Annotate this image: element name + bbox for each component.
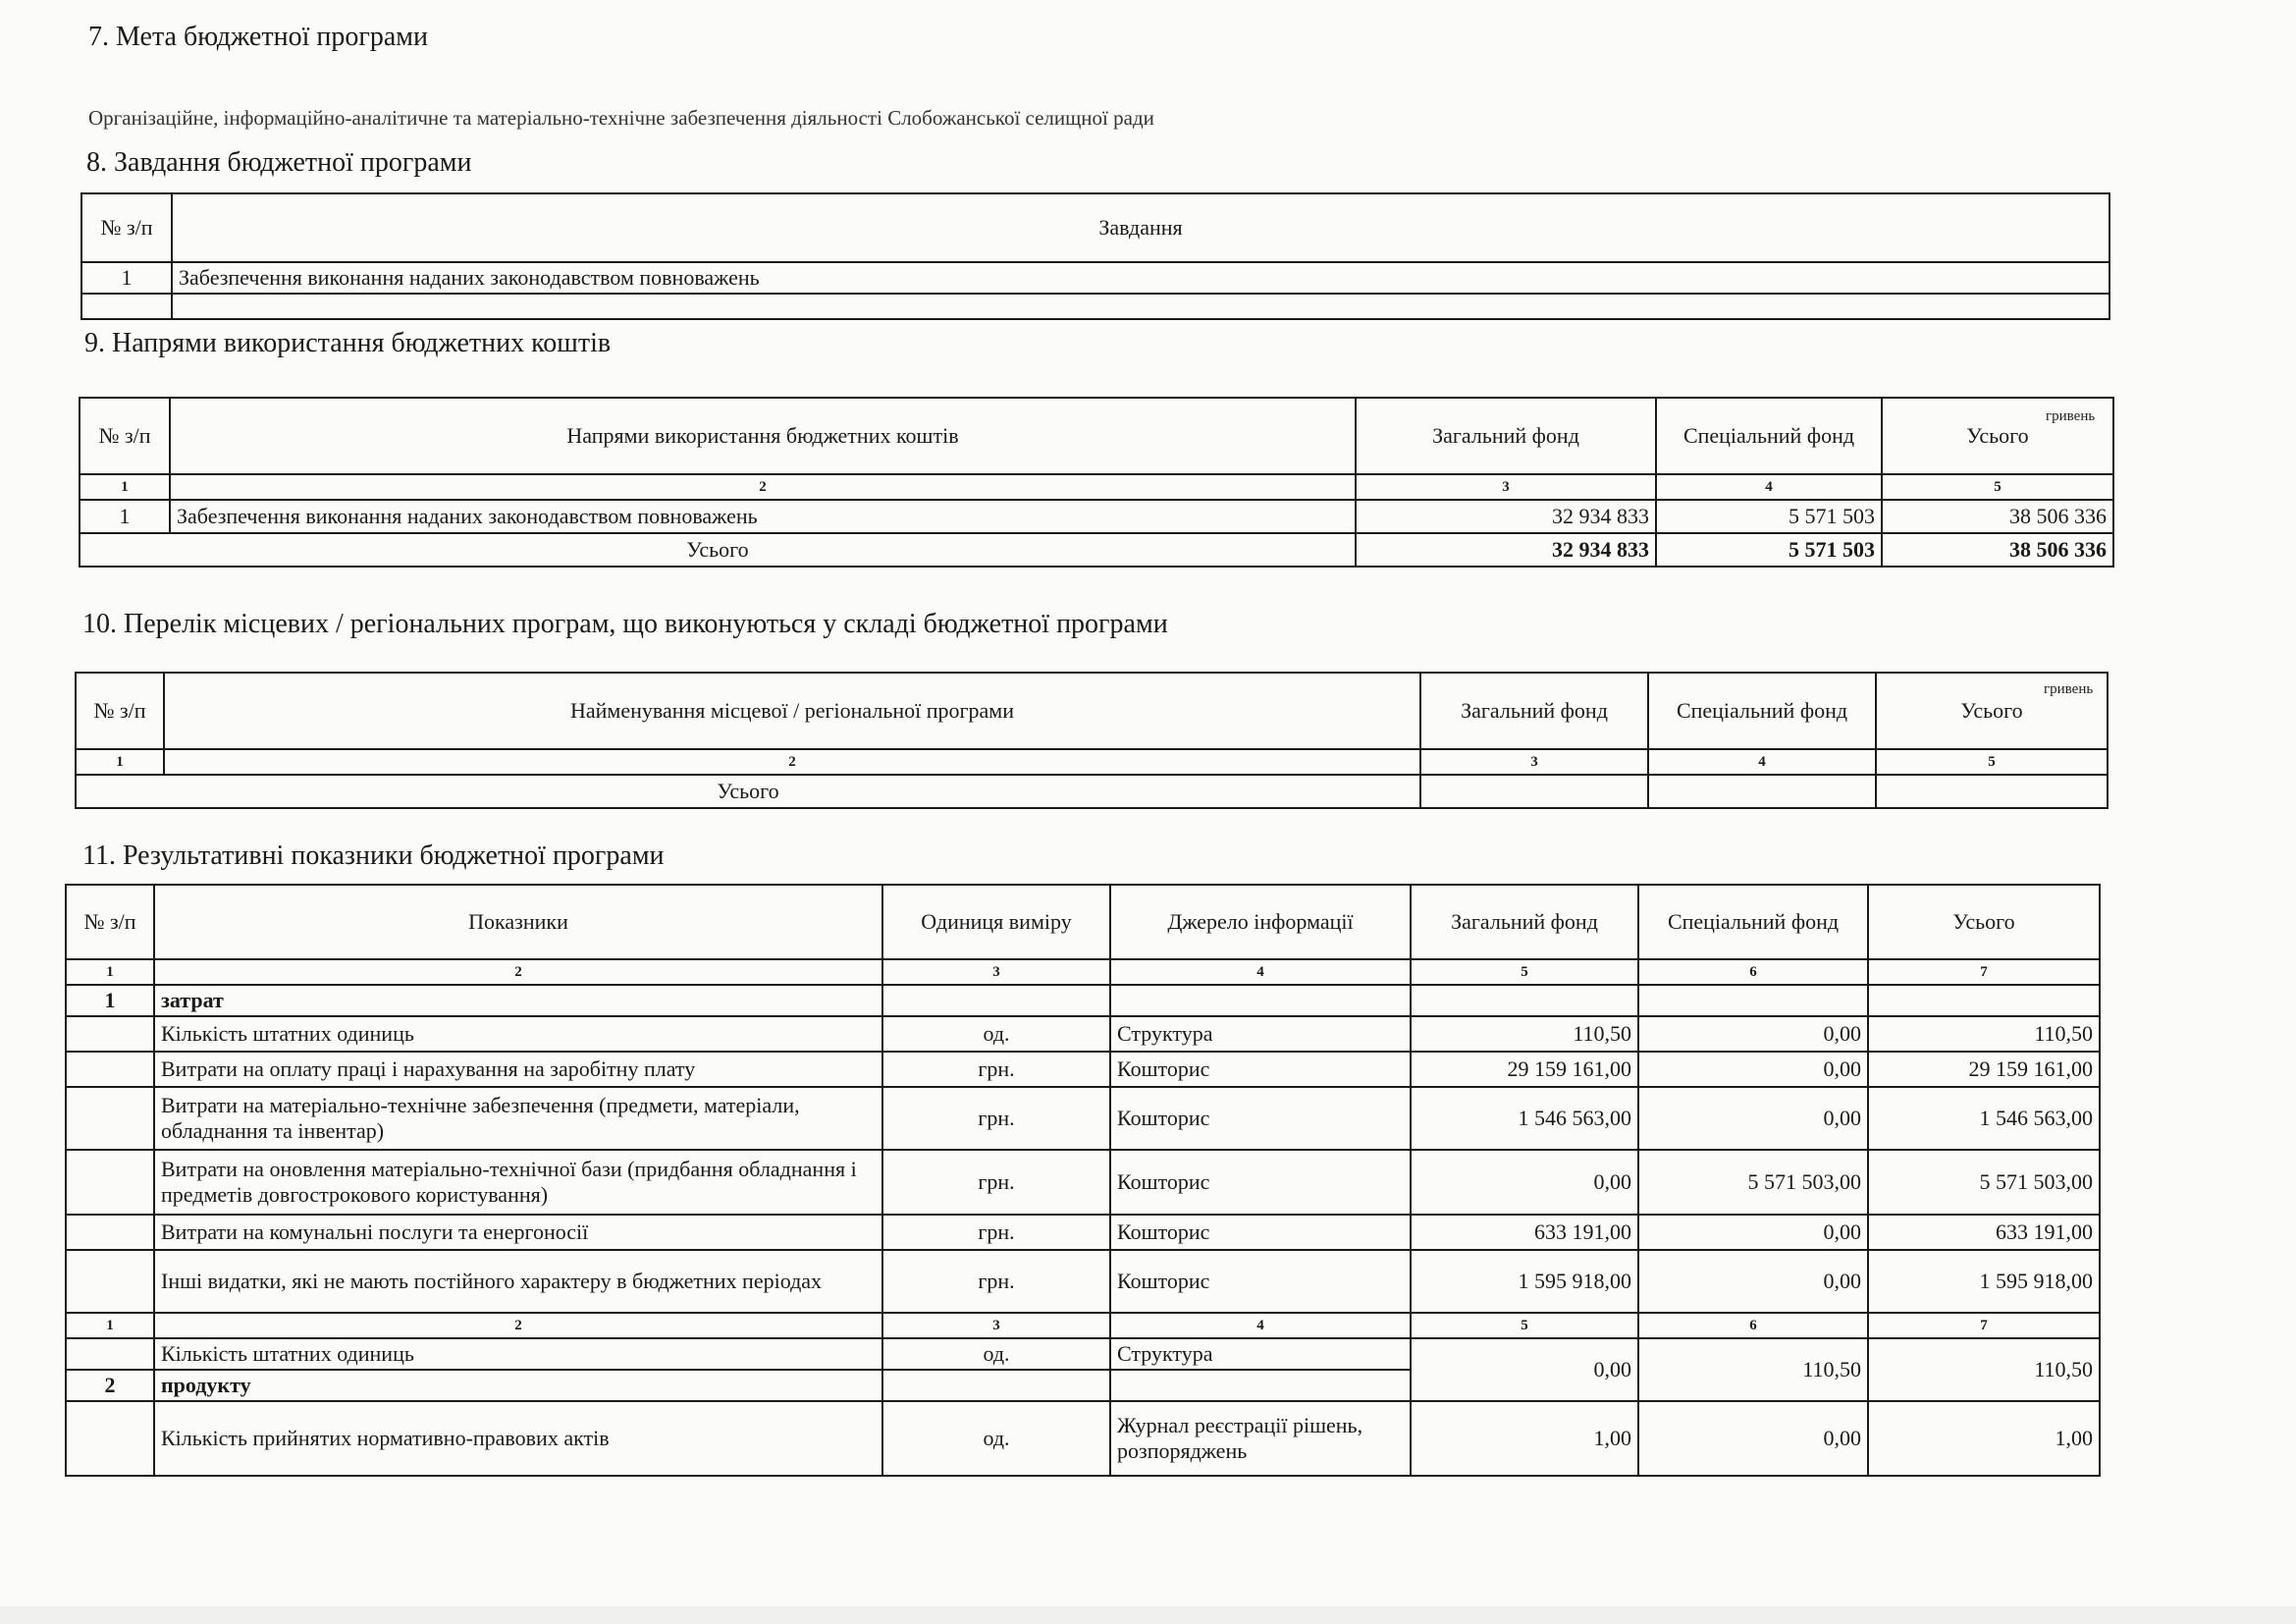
table-row	[66, 1052, 2100, 1087]
indicators-header-unit: Одиниця виміру	[882, 885, 1110, 959]
directions-total-label: Усього	[80, 533, 1356, 567]
indicators-header-special-fund: Спеціальний фонд	[1638, 885, 1868, 959]
indicator-general-fund: 633 191,00	[1411, 1215, 1638, 1250]
index-cell: 2	[154, 959, 882, 985]
index-cell: 5	[1411, 959, 1638, 985]
indicator-general-fund: 0,00	[1411, 1338, 1638, 1401]
indicator-total: 1 546 563,00	[1868, 1087, 2100, 1150]
section-8-title: 8. Завдання бюджетної програми	[86, 147, 472, 178]
indicator-source: Кошторис	[1110, 1250, 1411, 1313]
indicator-name: Витрати на оновлення матеріально-технічної бази (придбання обладнання і предметів довгострокового користування)	[154, 1150, 882, 1215]
index-cell: 4	[1648, 749, 1876, 775]
index-cell: 7	[1868, 1313, 2100, 1338]
index-cell: 6	[1638, 959, 1868, 985]
index-cell: 1	[66, 959, 154, 985]
table-row	[81, 262, 2109, 294]
index-cell: 7	[1868, 959, 2100, 985]
directions-cell-special-fund: 5 571 503	[1656, 500, 1882, 533]
indicators-header-total: Усього	[1868, 885, 2100, 959]
indicator-special-fund: 0,00	[1638, 1401, 1868, 1476]
index-cell: 1	[66, 1313, 154, 1338]
indicator-unit: грн.	[882, 1215, 1110, 1250]
group-label: продукту	[154, 1370, 882, 1401]
group-num: 2	[66, 1370, 154, 1401]
indicator-special-fund: 5 571 503,00	[1638, 1150, 1868, 1215]
programs-total-row	[76, 775, 2108, 808]
indicators-header-num: № з/п	[66, 885, 154, 959]
indicator-source: Структура	[1110, 1016, 1411, 1052]
directions-table	[79, 397, 2114, 568]
index-cell: 5	[1411, 1313, 1638, 1338]
indicator-general-fund: 29 159 161,00	[1411, 1052, 1638, 1087]
indicator-source: Кошторис	[1110, 1087, 1411, 1150]
index-cell: 1	[80, 474, 170, 500]
directions-header-general-fund: Загальний фонд	[1356, 398, 1656, 474]
scan-bottom-edge	[0, 1606, 2296, 1624]
group-label: затрат	[154, 985, 882, 1016]
directions-total-general-fund: 32 934 833	[1356, 533, 1656, 567]
indicator-name: Кількість прийнятих нормативно-правових актів	[154, 1401, 882, 1476]
section-7-goal-text: Організаційне, інформаційно-аналітичне та матеріально-технічне забезпечення діяльності Слобожанської селищної ради	[88, 106, 1154, 130]
indicator-unit: од.	[882, 1016, 1110, 1052]
indicator-source: Кошторис	[1110, 1215, 1411, 1250]
indicator-name: Витрати на матеріально-технічне забезпечення (предмети, матеріали, обладнання та інвентар)	[154, 1087, 882, 1150]
index-cell: 3	[1420, 749, 1648, 775]
table-row	[66, 1338, 2100, 1370]
directions-cell-num: 1	[80, 500, 170, 533]
section-11-title: 11. Результативні показники бюджетної програми	[82, 840, 665, 871]
programs-header-name: Найменування місцевої / регіональної програми	[164, 673, 1420, 749]
indicator-unit: грн.	[882, 1250, 1110, 1313]
directions-total-sum: 38 506 336	[1882, 533, 2113, 567]
indicator-general-fund: 110,50	[1411, 1016, 1638, 1052]
programs-header-general-fund: Загальний фонд	[1420, 673, 1648, 749]
programs-header-num: № з/п	[76, 673, 164, 749]
indicator-name: Витрати на оплату праці і нарахування на заробітну плату	[154, 1052, 882, 1087]
indicator-total: 110,50	[1868, 1016, 2100, 1052]
table-row	[66, 1401, 2100, 1476]
indicator-source: Журнал реєстрації рішень, розпоряджень	[1110, 1401, 1411, 1476]
indicator-special-fund: 0,00	[1638, 1087, 1868, 1150]
index-cell: 6	[1638, 1313, 1868, 1338]
indicators-header-indicator: Показники	[154, 885, 882, 959]
indicator-unit: грн.	[882, 1150, 1110, 1215]
index-cell: 2	[170, 474, 1356, 500]
indicator-unit: од.	[882, 1401, 1110, 1476]
indicator-name: Кількість штатних одиниць	[154, 1016, 882, 1052]
indicator-special-fund: 0,00	[1638, 1215, 1868, 1250]
directions-total-special-fund: 5 571 503	[1656, 533, 1882, 567]
indicators-header-general-fund: Загальний фонд	[1411, 885, 1638, 959]
table-row	[66, 1250, 2100, 1313]
indicator-general-fund: 1,00	[1411, 1401, 1638, 1476]
directions-cell-direction: Забезпечення виконання наданих законодавством повноважень	[170, 500, 1356, 533]
directions-cell-general-fund: 32 934 833	[1356, 500, 1656, 533]
index-cell: 2	[164, 749, 1420, 775]
indicator-total: 5 571 503,00	[1868, 1150, 2100, 1215]
directions-header-direction: Напрями використання бюджетних коштів	[170, 398, 1356, 474]
table-row	[66, 1016, 2100, 1052]
indicator-total: 1 595 918,00	[1868, 1250, 2100, 1313]
section-10-unit-label: гривень	[2044, 681, 2094, 697]
indicator-total: 29 159 161,00	[1868, 1052, 2100, 1087]
indicator-special-fund: 0,00	[1638, 1052, 1868, 1087]
directions-cell-total: 38 506 336	[1882, 500, 2113, 533]
index-cell: 4	[1110, 1313, 1411, 1338]
programs-total-label: Усього	[76, 775, 1420, 808]
programs-header-total: Усього	[1876, 673, 2108, 749]
indicators-header-source: Джерело інформації	[1110, 885, 1411, 959]
tasks-table	[80, 192, 2110, 320]
tasks-cell-num: 1	[81, 262, 172, 294]
index-cell: 5	[1876, 749, 2108, 775]
indicator-unit: грн.	[882, 1052, 1110, 1087]
indicator-general-fund: 1 595 918,00	[1411, 1250, 1638, 1313]
index-cell: 3	[882, 1313, 1110, 1338]
indicator-name: Витрати на комунальні послуги та енергоносії	[154, 1215, 882, 1250]
group-num: 1	[66, 985, 154, 1016]
indicator-source: Кошторис	[1110, 1052, 1411, 1087]
indicator-unit: од.	[882, 1338, 1110, 1370]
index-cell: 4	[1110, 959, 1411, 985]
directions-header-total: Усього	[1882, 398, 2113, 474]
indicators-table	[65, 884, 2101, 1477]
indicator-total: 110,50	[1868, 1338, 2100, 1401]
indicator-name: Інші видатки, які не мають постійного характеру в бюджетних періодах	[154, 1250, 882, 1313]
directions-total-row	[80, 533, 2113, 567]
index-cell: 3	[1356, 474, 1656, 500]
table-row	[66, 1150, 2100, 1215]
indicator-total: 633 191,00	[1868, 1215, 2100, 1250]
programs-table	[75, 672, 2109, 809]
directions-header-special-fund: Спеціальний фонд	[1656, 398, 1882, 474]
table-row	[66, 1087, 2100, 1150]
indicator-name: Кількість штатних одиниць	[154, 1338, 882, 1370]
index-cell: 1	[76, 749, 164, 775]
directions-header-num: № з/п	[80, 398, 170, 474]
section-10-title: 10. Перелік місцевих / регіональних програм, що виконуються у складі бюджетної програми	[82, 609, 1168, 639]
index-cell: 2	[154, 1313, 882, 1338]
indicator-unit: грн.	[882, 1087, 1110, 1150]
programs-header-special-fund: Спеціальний фонд	[1648, 673, 1876, 749]
indicator-total: 1,00	[1868, 1401, 2100, 1476]
indicator-source: Структура	[1110, 1338, 1411, 1370]
tasks-header-num: № з/п	[81, 193, 172, 262]
group-row-costs	[66, 985, 2100, 1016]
indicator-source: Кошторис	[1110, 1150, 1411, 1215]
indicator-general-fund: 0,00	[1411, 1150, 1638, 1215]
index-cell: 3	[882, 959, 1110, 985]
indicator-general-fund: 1 546 563,00	[1411, 1087, 1638, 1150]
indicator-special-fund: 0,00	[1638, 1250, 1868, 1313]
indicator-special-fund: 0,00	[1638, 1016, 1868, 1052]
section-9-unit-label: гривень	[2046, 408, 2096, 424]
table-row	[66, 1215, 2100, 1250]
indicator-special-fund: 110,50	[1638, 1338, 1868, 1401]
tasks-cell-task: Забезпечення виконання наданих законодавством повноважень	[172, 262, 2109, 294]
section-7-title: 7. Мета бюджетної програми	[88, 22, 428, 52]
section-9-title: 9. Напрями використання бюджетних коштів	[84, 328, 612, 358]
table-row	[80, 500, 2113, 533]
tasks-header-task: Завдання	[172, 193, 2109, 262]
index-cell: 5	[1882, 474, 2113, 500]
index-cell: 4	[1656, 474, 1882, 500]
